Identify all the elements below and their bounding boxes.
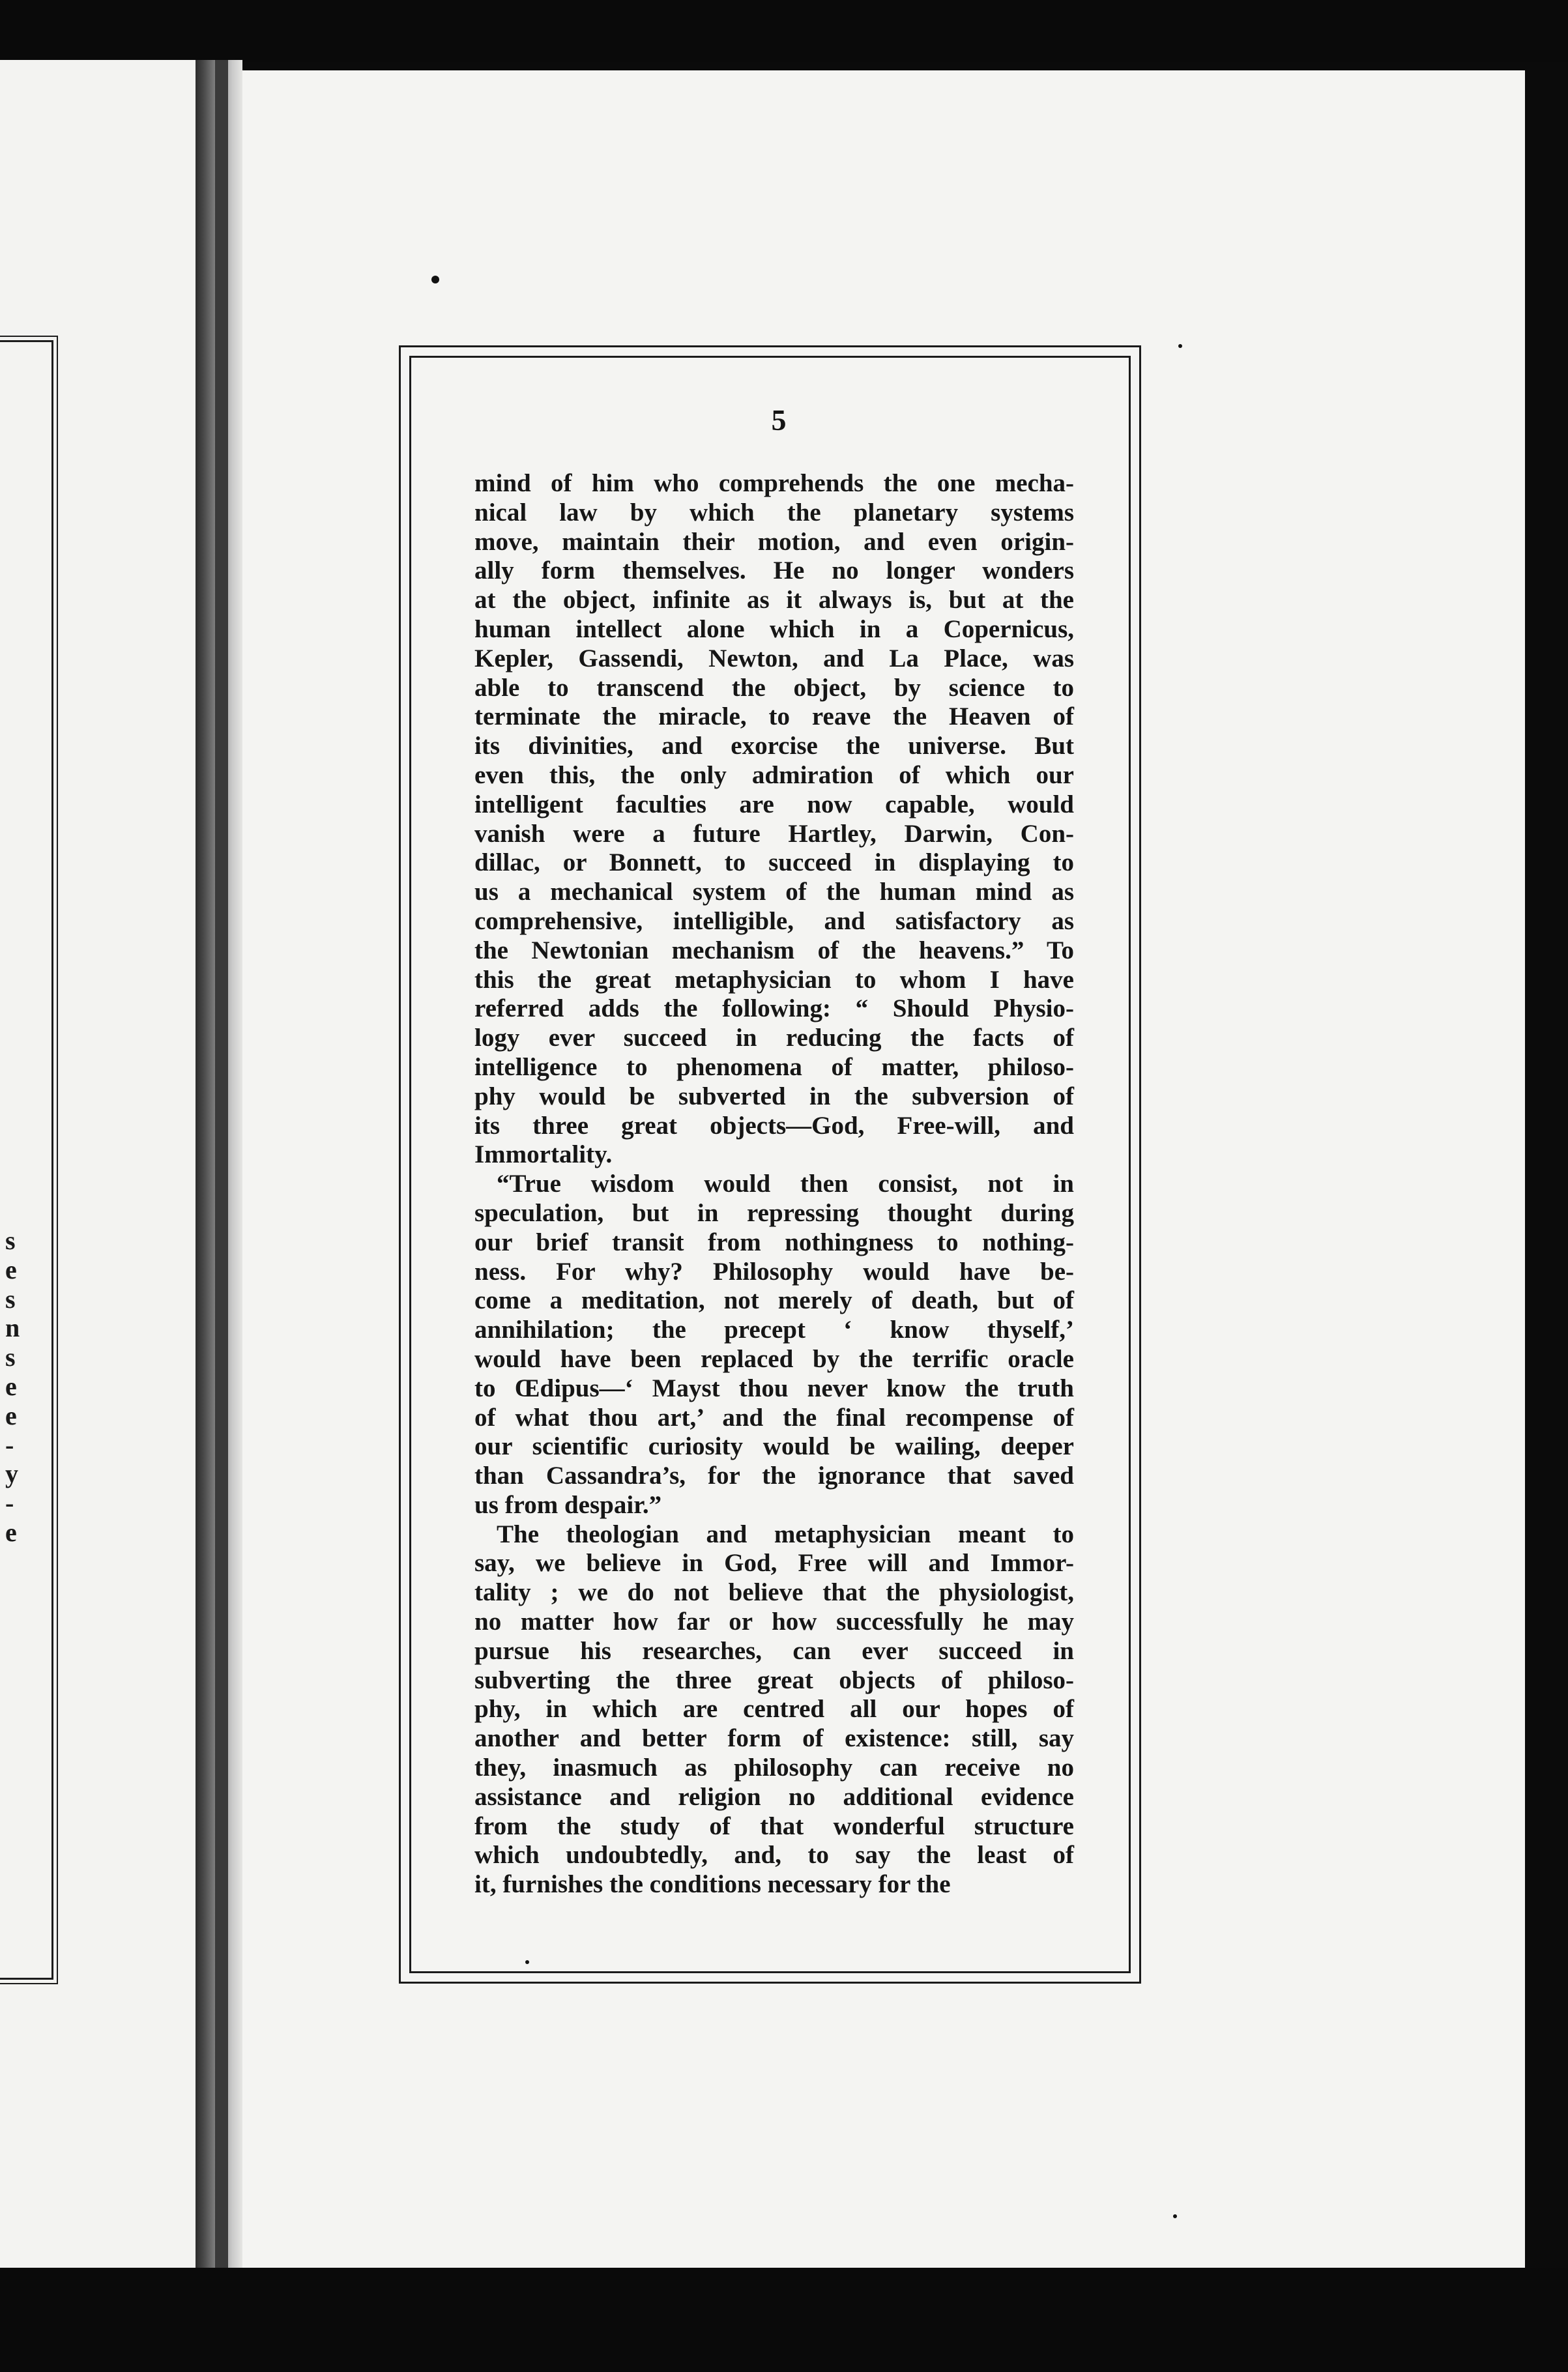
text-line: from the study of that wonderful structure xyxy=(474,1812,1074,1840)
text-line: move, maintain their motion, and even origin- xyxy=(474,527,1074,556)
text-line: it, furnishes the conditions necessary for the xyxy=(474,1870,951,1899)
scan-background-top xyxy=(0,0,1568,62)
text-line: say, we believe in God, Free will and Immor- xyxy=(474,1549,1074,1578)
text-line: subverting the three great objects of philoso- xyxy=(474,1666,1074,1694)
text-line: logy ever succeed in reducing the facts of xyxy=(474,1024,1074,1052)
text-line: nical law by which the planetary systems xyxy=(474,498,1074,527)
text-line: ally form themselves. He no longer wonders xyxy=(474,557,1074,585)
text-line: human intellect alone which in a Copernicus, xyxy=(474,615,1074,643)
text-line: its three great objects—God, Free-will, and xyxy=(474,1111,1074,1140)
ink-speck xyxy=(1178,344,1182,348)
text-line: the Newtonian mechanism of the heavens.” To xyxy=(474,936,1074,964)
text-line: Kepler, Gassendi, Newton, and La Place, was xyxy=(474,644,1074,673)
cropped-letter: - xyxy=(5,1430,14,1460)
text-line: ness. For why? Philosophy would have be- xyxy=(474,1257,1074,1286)
text-line: than Cassandra’s, for the ignorance that saved xyxy=(474,1462,1074,1490)
text-line: comprehensive, intelligible, and satisfactory as xyxy=(474,906,1074,935)
text-line: to Œdipus—‘ Mayst thou never know the truth xyxy=(474,1374,1074,1402)
text-line: would have been replaced by the terrific oracle xyxy=(474,1344,1074,1373)
ink-speck xyxy=(1173,2214,1177,2218)
ink-speck xyxy=(431,276,439,283)
cropped-letter: s xyxy=(5,1226,16,1255)
previous-page-cropped-text xyxy=(5,1226,31,1548)
scan-background-bottom xyxy=(0,2268,1568,2372)
text-line: Immortality. xyxy=(474,1140,613,1169)
text-line: referred adds the following: “ Should Physio- xyxy=(474,994,1074,1023)
text-line: pursue his researches, can ever succeed in xyxy=(474,1636,1074,1665)
text-line: able to transcend the object, by science to xyxy=(474,673,1074,702)
cropped-letter: s xyxy=(5,1342,16,1372)
text-line: The theologian and metaphysician meant to xyxy=(497,1520,1074,1548)
text-line: “True wisdom would then consist, not in xyxy=(497,1170,1074,1198)
text-line: assistance and religion no additional evidence xyxy=(474,1782,1074,1811)
text-line: another and better form of existence: still, say xyxy=(474,1724,1074,1753)
book-spine-shadow xyxy=(215,60,228,2272)
text-line: no matter how far or how successfully he may xyxy=(474,1608,1074,1636)
text-line: dillac, or Bonnett, to succeed in displaying to xyxy=(474,848,1074,877)
text-line: come a meditation, not merely of death, but of xyxy=(474,1286,1074,1315)
cropped-letter: y xyxy=(5,1459,18,1489)
text-line: intelligence to phenomena of matter, philoso- xyxy=(474,1052,1074,1081)
cropped-letter: e xyxy=(5,1254,17,1284)
text-line: mind of him who comprehends the one mecha- xyxy=(474,469,1074,497)
text-line: which undoubtedly, and, to say the least of xyxy=(474,1841,1074,1870)
text-line: us from despair.” xyxy=(474,1490,662,1519)
text-line: us a mechanical system of the human mind as xyxy=(474,878,1074,906)
previous-page-frame-border xyxy=(0,340,53,1980)
cropped-letter: n xyxy=(5,1313,20,1343)
text-line: annihilation; the precept ‘ know thyself,’ xyxy=(474,1316,1074,1344)
cropped-letter: e xyxy=(5,1517,17,1547)
text-line: speculation, but in repressing thought during xyxy=(474,1198,1074,1227)
body-text xyxy=(474,469,1074,1900)
text-line: phy, in which are centred all our hopes of xyxy=(474,1695,1074,1724)
text-line: our brief transit from nothingness to nothing- xyxy=(474,1228,1074,1256)
text-line: vanish were a future Hartley, Darwin, Con- xyxy=(474,819,1074,848)
text-line: even this, the only admiration of which our xyxy=(474,760,1074,789)
cropped-letter: e xyxy=(5,1400,17,1430)
text-line: at the object, infinite as it always is, but at the xyxy=(474,586,1074,615)
page-number: 5 xyxy=(771,403,787,437)
cropped-letter: - xyxy=(5,1488,14,1518)
text-line: intelligent faculties are now capable, would xyxy=(474,790,1074,818)
text-line: of what thou art,’ and the final recompense of xyxy=(474,1403,1074,1432)
text-line: its divinities, and exorcise the universe. But xyxy=(474,732,1074,760)
text-line: our scientific curiosity would be wailing, deeper xyxy=(474,1432,1074,1461)
text-line: terminate the miracle, to reave the Heaven of xyxy=(474,702,1074,731)
previous-page-edge xyxy=(0,60,199,2272)
text-line: they, inasmuch as philosophy can receive no xyxy=(474,1754,1074,1782)
text-line: this the great metaphysician to whom I have xyxy=(474,965,1074,994)
text-line: tality ; we do not believe that the physiologist, xyxy=(474,1578,1074,1607)
text-line: phy would be subverted in the subversion of xyxy=(474,1082,1074,1110)
cropped-letter: e xyxy=(5,1371,17,1401)
cropped-letter: s xyxy=(5,1284,16,1314)
